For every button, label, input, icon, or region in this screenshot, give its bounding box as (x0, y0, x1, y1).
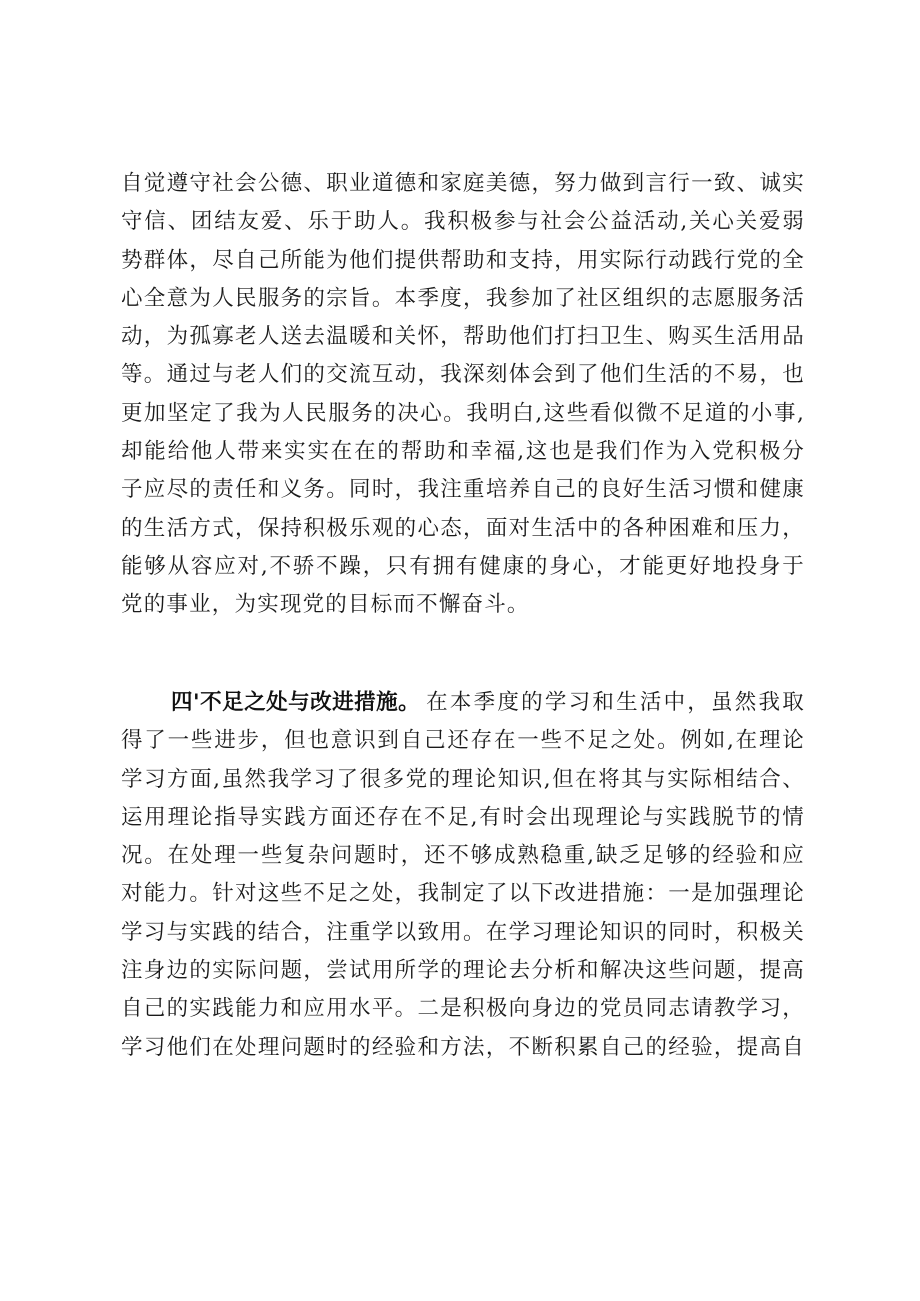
text-line: 等。通过与老人们的交流互动，我深刻体会到了他们生活的不易，也 (121, 362, 805, 388)
paragraph-first-line (121, 684, 805, 722)
text-line: 况。在处理一些复杂问题时，还不够成熟稳重,缺乏足够的经验和应 (121, 843, 805, 869)
text-line: 自觉遵守社会公德、职业道德和家庭美德，努力做到言行一致、诚实 (121, 171, 805, 196)
paragraph-volunteer-life (121, 165, 805, 625)
text-line: 得了一些进步，但也意识到自己还存在一些不足之处。例如,在理论 (121, 728, 805, 754)
text-line: 能够从容应对,不骄不躁，只有拥有健康的身心，才能更好地投身于 (121, 553, 805, 579)
text-line: 学习他们在处理问题时的经验和方法，不断积累自己的经验，提高自 (121, 1034, 805, 1060)
text-line: 学习方面,虽然我学习了很多党的理论知识,但在将其与实际相结合、 (121, 766, 805, 792)
text-line: 注身边的实际问题，尝试用所学的理论去分析和解决这些问题，提高 (121, 958, 805, 984)
text-line: 心全意为人民服务的宗旨。本季度，我参加了社区组织的志愿服务活 (121, 285, 805, 311)
text-line: 的生活方式，保持积极乐观的心态，面对生活中的各种困难和压力， (121, 515, 805, 541)
paragraph-shortcomings (121, 684, 805, 1067)
text-line: 势群体，尽自己所能为他们提供帮助和支持，用实际行动践行党的全 (121, 247, 805, 273)
text-line: 对能力。针对这些不足之处，我制定了以下改进措施：一是加强理论 (121, 881, 805, 907)
text-line: 在本季度的学习和生活中，虽然我取 (426, 690, 805, 715)
text-line: 守信、团结友爱、乐于助人。我积极参与社会公益活动,关心关爱弱 (121, 209, 805, 235)
text-line: 子应尽的责任和义务。同时，我注重培养自己的良好生活习惯和健康 (121, 477, 805, 503)
text-line: 更加坚定了我为人民服务的决心。我明白,这些看似微不足道的小事, (121, 400, 805, 426)
text-line: 动，为孤寡老人送去温暖和关怀，帮助他们打扫卫生、购买生活用品 (121, 324, 805, 350)
section-heading: 四'不足之处与改进措施。 (171, 690, 421, 715)
text-line: 学习与实践的结合，注重学以致用。在学习理论知识的同时，积极关 (121, 919, 805, 945)
text-line: 运用理论指导实践方面还存在不足,有时会出现理论与实践脱节的情 (121, 804, 805, 830)
text-line: 党的事业，为实现党的目标而不懈奋斗。 (121, 592, 530, 618)
text-line: 自己的实践能力和应用水平。二是积极向身边的党员同志请教学习， (121, 996, 805, 1022)
text-line: 却能给他人带来实实在在的帮助和幸福,这也是我们作为入党积极分 (121, 439, 805, 465)
